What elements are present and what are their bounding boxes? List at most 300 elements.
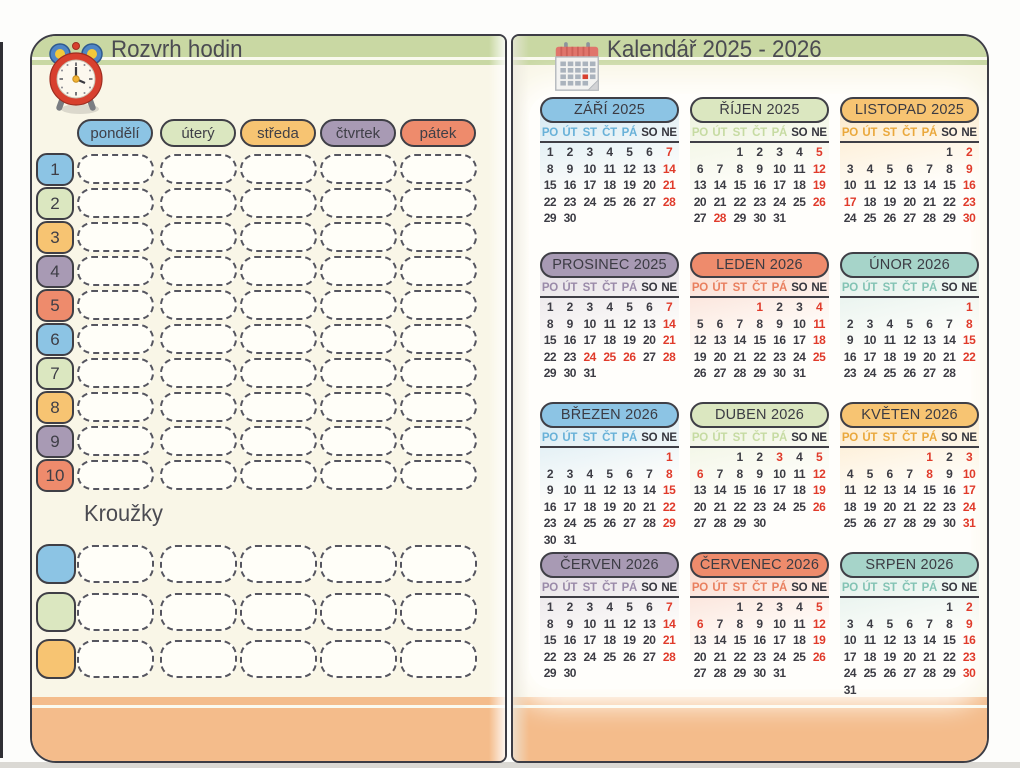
weekday-label: ST (882, 432, 897, 444)
calendar-day: 4 (866, 161, 873, 176)
calendar-day: 9 (946, 466, 953, 481)
schedule-cell (160, 188, 237, 218)
calendar-day: 17 (863, 349, 876, 364)
weekday-row (540, 126, 679, 140)
calendar-grid (840, 299, 979, 382)
calendar-day: 28 (903, 516, 916, 530)
calendar-day: 4 (606, 300, 613, 314)
schedule-cell (320, 290, 397, 320)
schedule-cell (77, 256, 154, 286)
weekday-label: PO (841, 127, 858, 139)
calendar-day: 15 (543, 333, 557, 347)
month-header-pill: LEDEN 2026 (690, 252, 829, 278)
calendar-day-empty (919, 144, 939, 161)
calendar-day: 29 (753, 366, 766, 380)
calendar-day: 11 (844, 483, 856, 497)
calendar-day: 10 (773, 161, 786, 176)
schedule-cell (77, 222, 154, 252)
schedule-cell (240, 290, 317, 320)
calendar-day: 23 (543, 516, 557, 530)
calendar-day: 19 (623, 333, 636, 347)
calendar-day-empty (690, 144, 710, 161)
calendar-day: 13 (713, 333, 726, 347)
calendar-day: 6 (696, 161, 704, 176)
calendar-day: 15 (923, 483, 936, 497)
period-marker-6: 6 (36, 323, 74, 356)
calendar-day: 25 (812, 349, 826, 364)
calendar-day: 22 (543, 349, 557, 364)
calendar-day: 6 (626, 466, 633, 481)
calendar-day: 12 (812, 161, 826, 176)
schedule-cell (77, 392, 154, 422)
calendar-day: 13 (693, 633, 707, 647)
calendar-day: 11 (813, 316, 825, 331)
weekday-label: PÁ (771, 432, 788, 444)
calendar-day: 21 (713, 499, 726, 514)
calendar-day: 8 (926, 466, 933, 481)
club-cell (77, 593, 154, 631)
calendar-day: 25 (843, 516, 857, 530)
weekday-label: SO (641, 432, 658, 444)
calendar-day: 9 (566, 316, 573, 331)
calendar-day: 11 (863, 178, 876, 192)
calendar-day: 28 (713, 516, 726, 530)
calendar-day-empty (690, 599, 710, 616)
calendar-day-empty (710, 449, 730, 466)
weekday-label: ÚT (862, 432, 878, 444)
calendar-day: 25 (863, 211, 876, 225)
month-block-4 (540, 252, 679, 398)
calendar-day: 6 (646, 145, 653, 159)
calendar-day: 7 (926, 161, 933, 176)
schedule-cell (320, 154, 397, 184)
calendar-day: 22 (733, 649, 746, 664)
calendar-day: 25 (603, 194, 616, 209)
calendar-day: 19 (883, 194, 896, 209)
calendar-day: 22 (943, 194, 956, 209)
club-cell (77, 640, 154, 678)
calendar-day-empty (900, 449, 920, 466)
calendar-day: 4 (796, 450, 803, 464)
calendar-day: 9 (965, 161, 973, 176)
calendar-day-empty (860, 144, 880, 161)
weekday-label: PÁ (771, 582, 788, 594)
calendar-day: 28 (643, 516, 656, 530)
calendar-day: 10 (962, 466, 976, 481)
calendar-day: 12 (903, 333, 916, 347)
calendar-day: 16 (753, 483, 766, 497)
calendar-day: 21 (662, 178, 676, 192)
weekday-label: PÁ (921, 282, 938, 294)
calendar-day: 11 (863, 633, 876, 647)
calendar-day: 12 (603, 483, 616, 497)
calendar-day: 20 (713, 349, 726, 364)
weekday-label: ÚT (712, 432, 728, 444)
calendar-day: 8 (546, 316, 554, 331)
calendar-day: 17 (793, 333, 806, 347)
calendar-day: 28 (713, 211, 726, 225)
calendar-day: 22 (962, 349, 976, 364)
weekday-label: ÚT (862, 282, 878, 294)
calendar-day: 22 (543, 194, 557, 209)
schedule-cell (240, 256, 317, 286)
calendar-day: 2 (965, 600, 973, 614)
calendar-day: 13 (883, 483, 896, 497)
calendar-day: 26 (883, 666, 896, 680)
calendar-day: 20 (643, 178, 656, 192)
calendar-day: 22 (733, 499, 746, 514)
page-title: Kalendář 2025 - 2026 (607, 36, 822, 63)
calendar-day: 20 (693, 194, 707, 209)
schedule-cell (77, 460, 154, 490)
weekday-row (690, 126, 829, 140)
calendar-day: 7 (716, 161, 723, 176)
calendar-day: 22 (733, 194, 746, 209)
schedule-cell (160, 154, 237, 184)
page-title: Rozvrh hodin (111, 36, 243, 63)
calendar-day: 13 (643, 161, 656, 176)
weekday-label: ČT (602, 432, 617, 444)
calendar-day: 3 (566, 466, 573, 481)
calendar-day: 17 (843, 194, 857, 209)
calendar-day: 23 (563, 649, 576, 664)
weekday-label: SO (941, 582, 958, 594)
calendar-day: 7 (716, 616, 723, 631)
weekday-row (540, 581, 679, 595)
period-marker-3: 3 (36, 221, 74, 254)
month-header-pill: DUBEN 2026 (690, 402, 829, 428)
weekday-label: SO (791, 582, 808, 594)
calendar-day: 22 (662, 499, 676, 514)
weekday-label: ČT (902, 582, 917, 594)
calendar-day: 23 (753, 499, 766, 514)
calendar-day: 16 (843, 349, 857, 364)
weekday-label: ÚT (862, 582, 878, 594)
calendar-day: 3 (846, 616, 854, 631)
club-cell (160, 593, 237, 631)
weekday-underline (840, 596, 979, 598)
calendar-day: 7 (646, 466, 653, 481)
calendar-day: 6 (696, 466, 704, 481)
calendar-day: 5 (815, 450, 823, 464)
calendar-day: 27 (643, 349, 656, 364)
calendar-day: 25 (603, 649, 616, 664)
calendar-day: 29 (733, 516, 746, 530)
weekday-label: ČT (752, 432, 767, 444)
month-header-pill: ČERVEN 2026 (540, 552, 679, 578)
calendar-day: 20 (693, 499, 707, 514)
calendar-day: 30 (753, 516, 766, 530)
calendar-day: 16 (943, 483, 956, 497)
calendar-day: 27 (923, 366, 936, 380)
weekday-row (840, 431, 979, 445)
calendar-day: 2 (846, 316, 854, 331)
calendar-day: 1 (736, 145, 743, 159)
calendar-day: 25 (793, 499, 806, 514)
calendar-day: 5 (606, 466, 613, 481)
calendar-day: 29 (543, 211, 557, 225)
club-cell (160, 640, 237, 678)
calendar-day-empty (690, 299, 710, 316)
weekday-label: NE (661, 582, 677, 594)
weekday-underline (540, 296, 679, 298)
calendar-grid (840, 449, 979, 532)
schedule-cell (400, 324, 477, 354)
calendar-day: 31 (793, 366, 806, 380)
calendar-day: 30 (543, 532, 557, 547)
calendar-day-empty (639, 449, 659, 466)
weekday-label: ST (582, 127, 597, 139)
calendar-icon (553, 40, 601, 96)
calendar-day: 27 (883, 516, 896, 530)
calendar-day: 19 (693, 349, 707, 364)
calendar-day: 4 (606, 600, 613, 614)
calendar-day: 22 (943, 649, 956, 664)
calendar-day: 5 (815, 145, 823, 159)
schedule-cell (400, 188, 477, 218)
club-marker-2 (36, 592, 76, 632)
calendar-day: 11 (603, 161, 616, 176)
weekday-label: ST (732, 432, 747, 444)
calendar-day: 9 (546, 483, 554, 497)
calendar-day: 27 (643, 194, 656, 209)
schedule-cell (160, 290, 237, 320)
calendar-day: 8 (546, 161, 554, 176)
calendar-day: 17 (583, 178, 596, 192)
calendar-day: 12 (883, 178, 896, 192)
calendar-day-empty (840, 599, 860, 616)
calendar-day: 7 (926, 616, 933, 631)
weekday-label: SO (791, 282, 808, 294)
calendar-grid (690, 449, 829, 532)
calendar-day: 4 (815, 300, 823, 314)
month-block-10 (540, 552, 679, 698)
calendar-day: 15 (543, 633, 557, 647)
calendar-day: 19 (812, 633, 826, 647)
calendar-day: 2 (965, 145, 973, 159)
calendar-day: 24 (773, 499, 786, 514)
calendar-day-empty (880, 599, 900, 616)
calendar-day: 27 (693, 516, 707, 530)
footer-band (32, 697, 505, 761)
calendar-day: 10 (773, 466, 786, 481)
calendar-day: 19 (863, 499, 876, 514)
period-marker-1: 1 (36, 153, 74, 186)
weekday-underline (840, 296, 979, 298)
month-header-pill: PROSINEC 2025 (540, 252, 679, 278)
calendar-grid (690, 144, 829, 227)
calendar-day: 13 (693, 178, 707, 192)
calendar-day: 20 (693, 649, 707, 664)
calendar-day: 23 (843, 366, 857, 380)
weekday-label: SO (791, 432, 808, 444)
calendar-day: 16 (563, 333, 576, 347)
calendar-day: 20 (643, 333, 656, 347)
calendar-day-empty (540, 449, 560, 466)
club-cell (77, 545, 154, 583)
calendar-day: 12 (693, 333, 707, 347)
calendar-day: 14 (643, 483, 656, 497)
calendar-day: 24 (843, 666, 857, 680)
calendar-page (511, 34, 989, 763)
month-block-12 (840, 552, 979, 698)
calendar-day: 13 (623, 483, 636, 497)
weekday-underline (690, 446, 829, 448)
weekday-label: PO (841, 432, 858, 444)
calendar-day: 2 (566, 300, 573, 314)
weekday-row (540, 431, 679, 445)
month-block-2 (690, 97, 829, 243)
calendar-day: 14 (713, 483, 726, 497)
schedule-cell (240, 324, 317, 354)
calendar-day: 7 (665, 600, 673, 614)
calendar-day: 6 (926, 316, 933, 331)
month-header-pill: ČERVENEC 2026 (690, 552, 829, 578)
calendar-grid (690, 599, 829, 682)
calendar-day: 18 (603, 633, 616, 647)
calendar-grid (690, 299, 829, 382)
calendar-day: 3 (796, 300, 803, 314)
calendar-day: 4 (606, 145, 613, 159)
calendar-day: 9 (756, 616, 763, 631)
calendar-day: 30 (563, 211, 576, 225)
calendar-day: 26 (693, 366, 707, 380)
month-block-3 (840, 97, 979, 243)
calendar-day: 5 (626, 300, 633, 314)
schedule-cell (240, 358, 317, 388)
calendar-day: 12 (883, 633, 896, 647)
schedule-cell (160, 426, 237, 456)
weekday-label: NE (811, 282, 827, 294)
calendar-day: 28 (662, 194, 676, 209)
calendar-day: 20 (883, 499, 896, 514)
calendar-day: 4 (866, 616, 873, 631)
schedule-cell (400, 290, 477, 320)
calendar-day: 21 (713, 194, 726, 209)
calendar-day: 11 (603, 316, 616, 331)
schedule-cell (320, 324, 397, 354)
calendar-day: 17 (563, 499, 576, 514)
calendar-day-empty (730, 299, 750, 316)
calendar-day: 18 (793, 178, 806, 192)
calendar-day: 7 (716, 466, 723, 481)
weekday-label: ST (882, 127, 897, 139)
calendar-day: 15 (543, 178, 557, 192)
schedule-cell (240, 460, 317, 490)
calendar-day: 28 (662, 649, 676, 664)
calendar-day: 23 (773, 349, 786, 364)
weekday-label: NE (661, 282, 677, 294)
weekday-label: ČT (902, 127, 917, 139)
club-marker-3 (36, 639, 76, 679)
calendar-day: 26 (863, 516, 876, 530)
calendar-day: 2 (566, 600, 573, 614)
calendar-day: 6 (906, 616, 913, 631)
calendar-day: 6 (886, 466, 893, 481)
weekday-label: SO (641, 582, 658, 594)
calendar-day: 5 (696, 316, 704, 331)
schedule-cell (240, 426, 317, 456)
weekday-label: ST (582, 282, 597, 294)
calendar-day: 9 (846, 333, 854, 347)
weekday-label: SO (641, 127, 658, 139)
weekday-label: ÚT (862, 127, 878, 139)
weekday-label: ÚT (712, 282, 728, 294)
calendar-day: 12 (623, 316, 636, 331)
calendar-day: 16 (753, 178, 766, 192)
weekday-label: ČT (902, 432, 917, 444)
weekday-label: ST (582, 582, 597, 594)
schedule-cell (77, 154, 154, 184)
schedule-cell (400, 392, 477, 422)
calendar-day: 8 (736, 466, 743, 481)
calendar-day: 24 (773, 194, 786, 209)
weekday-label: PÁ (921, 582, 938, 594)
calendar-day: 2 (756, 145, 763, 159)
calendar-day-empty (560, 449, 580, 466)
calendar-day: 30 (943, 516, 956, 530)
calendar-grid (540, 299, 679, 382)
calendar-grid (540, 449, 679, 548)
calendar-day: 27 (903, 211, 916, 225)
calendar-day: 13 (903, 178, 916, 192)
weekday-label: PO (841, 282, 858, 294)
calendar-day: 27 (903, 666, 916, 680)
calendar-day: 21 (713, 649, 726, 664)
calendar-day-empty (860, 299, 880, 316)
calendar-day: 24 (583, 649, 596, 664)
calendar-day: 21 (943, 349, 956, 364)
weekday-label: PO (541, 582, 558, 594)
calendar-day-empty (710, 144, 730, 161)
calendar-day-empty (619, 449, 639, 466)
calendar-day: 12 (863, 483, 876, 497)
schedule-cell (160, 358, 237, 388)
calendar-day: 20 (643, 633, 656, 647)
calendar-day: 11 (793, 466, 806, 481)
weekday-row (690, 281, 829, 295)
calendar-day: 31 (962, 516, 976, 530)
calendar-day: 1 (665, 450, 673, 464)
calendar-day: 4 (846, 466, 854, 481)
calendar-day: 4 (886, 316, 893, 331)
calendar-day: 22 (543, 649, 557, 664)
calendar-day: 3 (776, 450, 783, 464)
calendar-day: 7 (736, 316, 743, 331)
calendar-day: 14 (923, 178, 936, 192)
calendar-day: 24 (962, 499, 976, 514)
weekday-label: ST (732, 582, 747, 594)
weekday-label: ÚT (562, 127, 578, 139)
calendar-day: 2 (756, 450, 763, 464)
day-pill-5: pátek (400, 119, 476, 147)
weekday-label: NE (661, 127, 677, 139)
calendar-day: 8 (946, 161, 953, 176)
calendar-day: 1 (926, 450, 933, 464)
calendar-day: 14 (713, 633, 726, 647)
timetable-page (30, 34, 507, 763)
calendar-day: 8 (756, 316, 763, 331)
weekday-underline (540, 596, 679, 598)
club-cell (400, 593, 477, 631)
calendar-day: 3 (776, 145, 783, 159)
calendar-day: 1 (946, 600, 953, 614)
weekday-label: ST (732, 282, 747, 294)
weekday-row (840, 581, 979, 595)
weekday-label: ČT (602, 127, 617, 139)
weekday-underline (840, 141, 979, 143)
calendar-day-empty (919, 599, 939, 616)
